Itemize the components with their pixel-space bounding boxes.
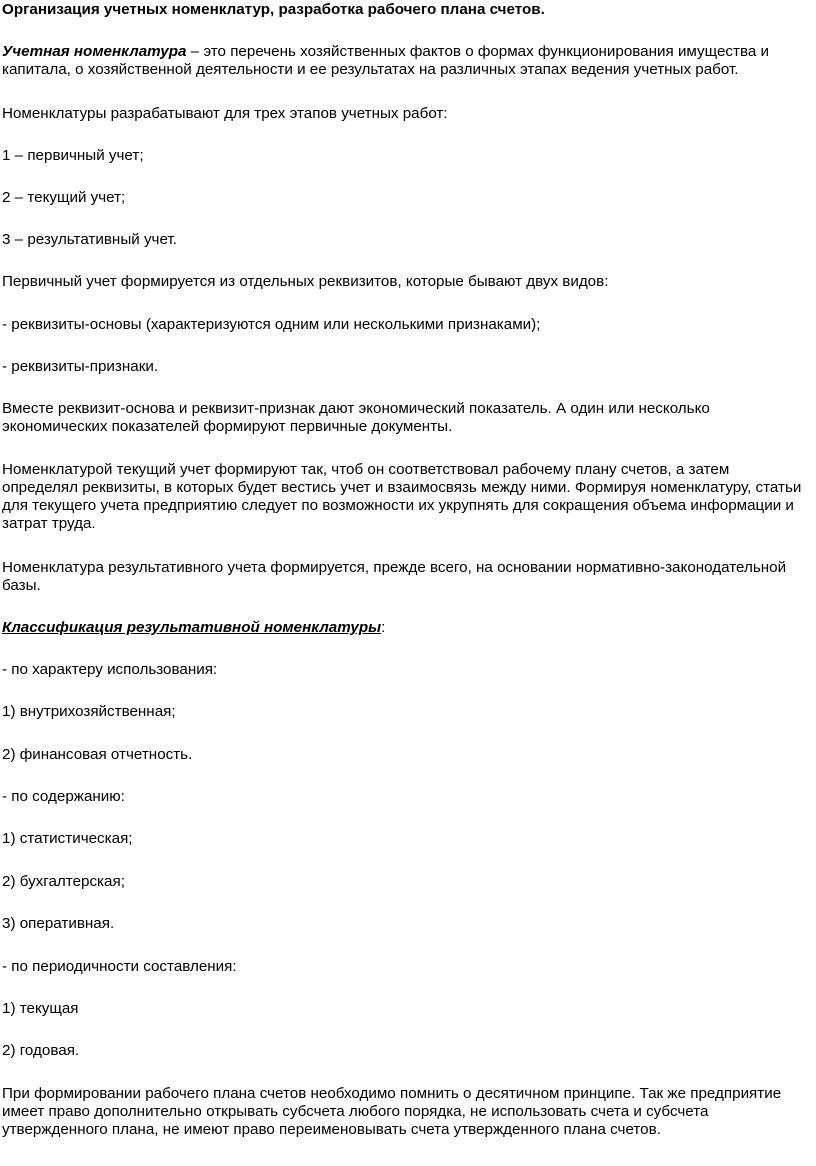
by-content-item: - по содержанию:: [2, 788, 125, 805]
definition-term: Учетная номенклатура: [2, 43, 187, 60]
together-paragraph: Вместе реквизит-основа и реквизит-признак дают экономический показатель. А один или несколько экономических показателей формируют первичные документы.: [2, 400, 710, 435]
stages-intro: Номенклатуры разрабатывают для трех этапов учетных работ:: [2, 105, 448, 122]
document-title: Организация учетных номенклатур, разработка рабочего плана счетов.: [2, 1, 545, 18]
by-period-item: - по периодичности составления:: [2, 958, 237, 975]
current-accounting-paragraph: Номенклатурой текущий учет формируют так, чтоб он соответствовал рабочему плану счетов, а затем определял реквизиты, в которых будет вестись учет и взаимосвязь между ними. Формируя номенклатуру, статьи для текущего учета предприятию следует по возможности их укрупнять для сокращения объема информации и затрат труда.: [2, 461, 802, 532]
classification-heading-line: [2, 619, 802, 637]
requisites-signs-item: - реквизиты-признаки.: [2, 358, 159, 375]
primary-intro: Первичный учет формируется из отдельных реквизитов, которые бывают двух видов:: [2, 273, 609, 290]
content-item-3: 3) оперативная.: [2, 915, 115, 932]
usage-item-1: 1) внутрихозяйственная;: [2, 703, 176, 720]
stage-item-3: 3 – результативный учет.: [2, 231, 177, 248]
by-usage-item: - по характеру использования:: [2, 661, 218, 678]
closing-paragraph: При формировании рабочего плана счетов необходимо помнить о десятичном принципе. Так же предприятие имеет право дополнительно открывать субсчета любого порядка, не использовать счета и субсчета утвержденного плана, не имеют право переименовывать счета утвержденного плана счетов.: [2, 1085, 782, 1138]
period-item-2: 2) годовая.: [2, 1042, 80, 1059]
classification-colon: :: [381, 619, 386, 636]
definition-text: – это перечень хозяйственных фактов о формах функционирования имущества и капитала, о хозяйственной деятельности и ее результатах на различных этапах ведения учетных работ.: [2, 43, 770, 78]
classification-heading: Классификация результативной номенклатуры: [2, 619, 382, 636]
stage-item-1: 1 – первичный учет;: [2, 147, 144, 164]
definition-paragraph: [2, 43, 802, 79]
period-item-1: 1) текущая: [2, 1000, 79, 1017]
usage-item-2: 2) финансовая отчетность.: [2, 746, 193, 763]
requisites-basis-item: - реквизиты-основы (характеризуются одним или несколькими признаками);: [2, 316, 541, 333]
stage-item-2: 2 – текущий учет;: [2, 189, 126, 206]
content-item-2: 2) бухгалтерская;: [2, 873, 125, 890]
resultative-accounting-paragraph: Номенклатура результативного учета формируется, прежде всего, на основании нормативно-законодательной базы.: [2, 559, 787, 594]
content-item-1: 1) статистическая;: [2, 830, 133, 847]
